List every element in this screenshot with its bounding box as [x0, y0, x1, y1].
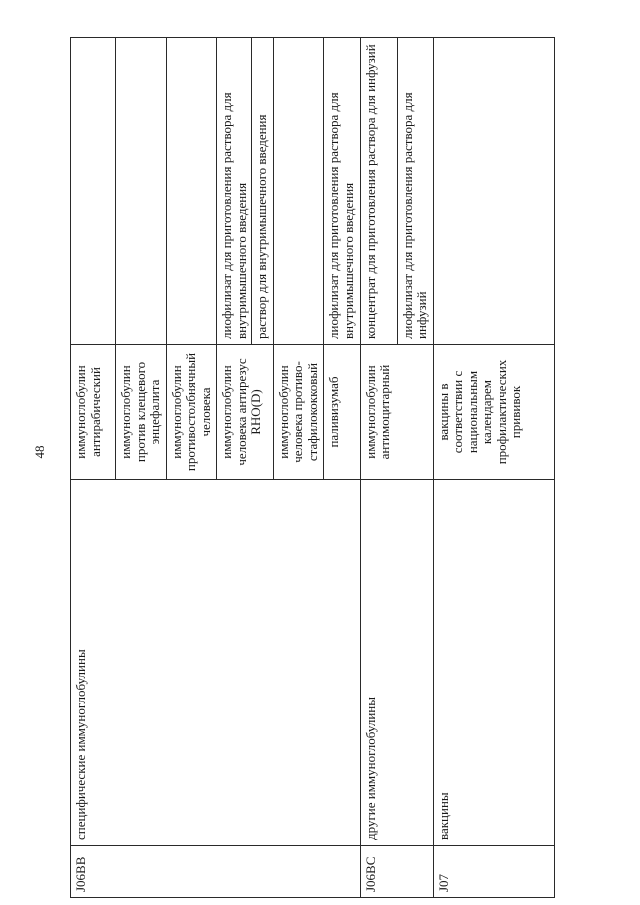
dosage-form-cell — [71, 38, 116, 345]
dosage-form-cell — [116, 38, 167, 345]
dosage-form-cell — [273, 38, 324, 345]
rotated-table-container — [70, 38, 540, 898]
drug-name-cell: паливизумаб — [324, 345, 360, 480]
dosage-form-cell — [433, 38, 554, 345]
dosage-form-cell — [360, 38, 433, 345]
drug-name-cell: иммуноглобулин против клещевого энцефалита — [116, 345, 167, 480]
atc-code-cell: J07 — [433, 846, 554, 898]
drug-table — [70, 37, 555, 898]
dosage-form-cell — [217, 38, 274, 345]
atc-code-cell: J06BC — [360, 846, 433, 898]
drug-name-cell: вакцины в соответствии с национальным календарем профилактических прививок — [433, 345, 554, 480]
page-number: 48 — [32, 445, 47, 459]
atc-code-cell: J06BB — [71, 846, 361, 898]
group-name-cell: другие иммуноглобулины — [360, 480, 433, 846]
dosage-form-cell: лиофилизат для приготовления раствора для внутримышечного введения — [324, 38, 360, 345]
dosage-form-cell — [166, 38, 217, 345]
drug-name-cell: иммуноглобулин антирабический — [71, 345, 116, 480]
dosage-form: концентрат для приготовления раствора для инфузий — [361, 38, 398, 344]
dosage-form: лиофилизат для приготовления раствора для инфузий — [399, 92, 430, 339]
table-row — [71, 38, 116, 898]
group-name-cell: вакцины — [433, 480, 554, 846]
drug-name-cell: иммуноглобулин человека противо-стафилококковый — [273, 345, 324, 480]
drug-name-cell: иммуноглобулин человека антирезус RHO(D) — [217, 345, 274, 480]
dosage-form: раствор для внутримышечного введения — [254, 114, 270, 339]
table-row — [433, 38, 554, 898]
table-row — [360, 38, 433, 898]
drug-name-cell: иммуноглобулин антимоцитарный — [360, 345, 433, 480]
drug-name-cell: иммуноглобулин противостолбнячный человека — [166, 345, 217, 480]
dosage-form: лиофилизат для приготовления раствора для внутримышечного введения — [217, 38, 252, 344]
group-name-cell: специфические иммуноглобулины — [71, 480, 361, 846]
